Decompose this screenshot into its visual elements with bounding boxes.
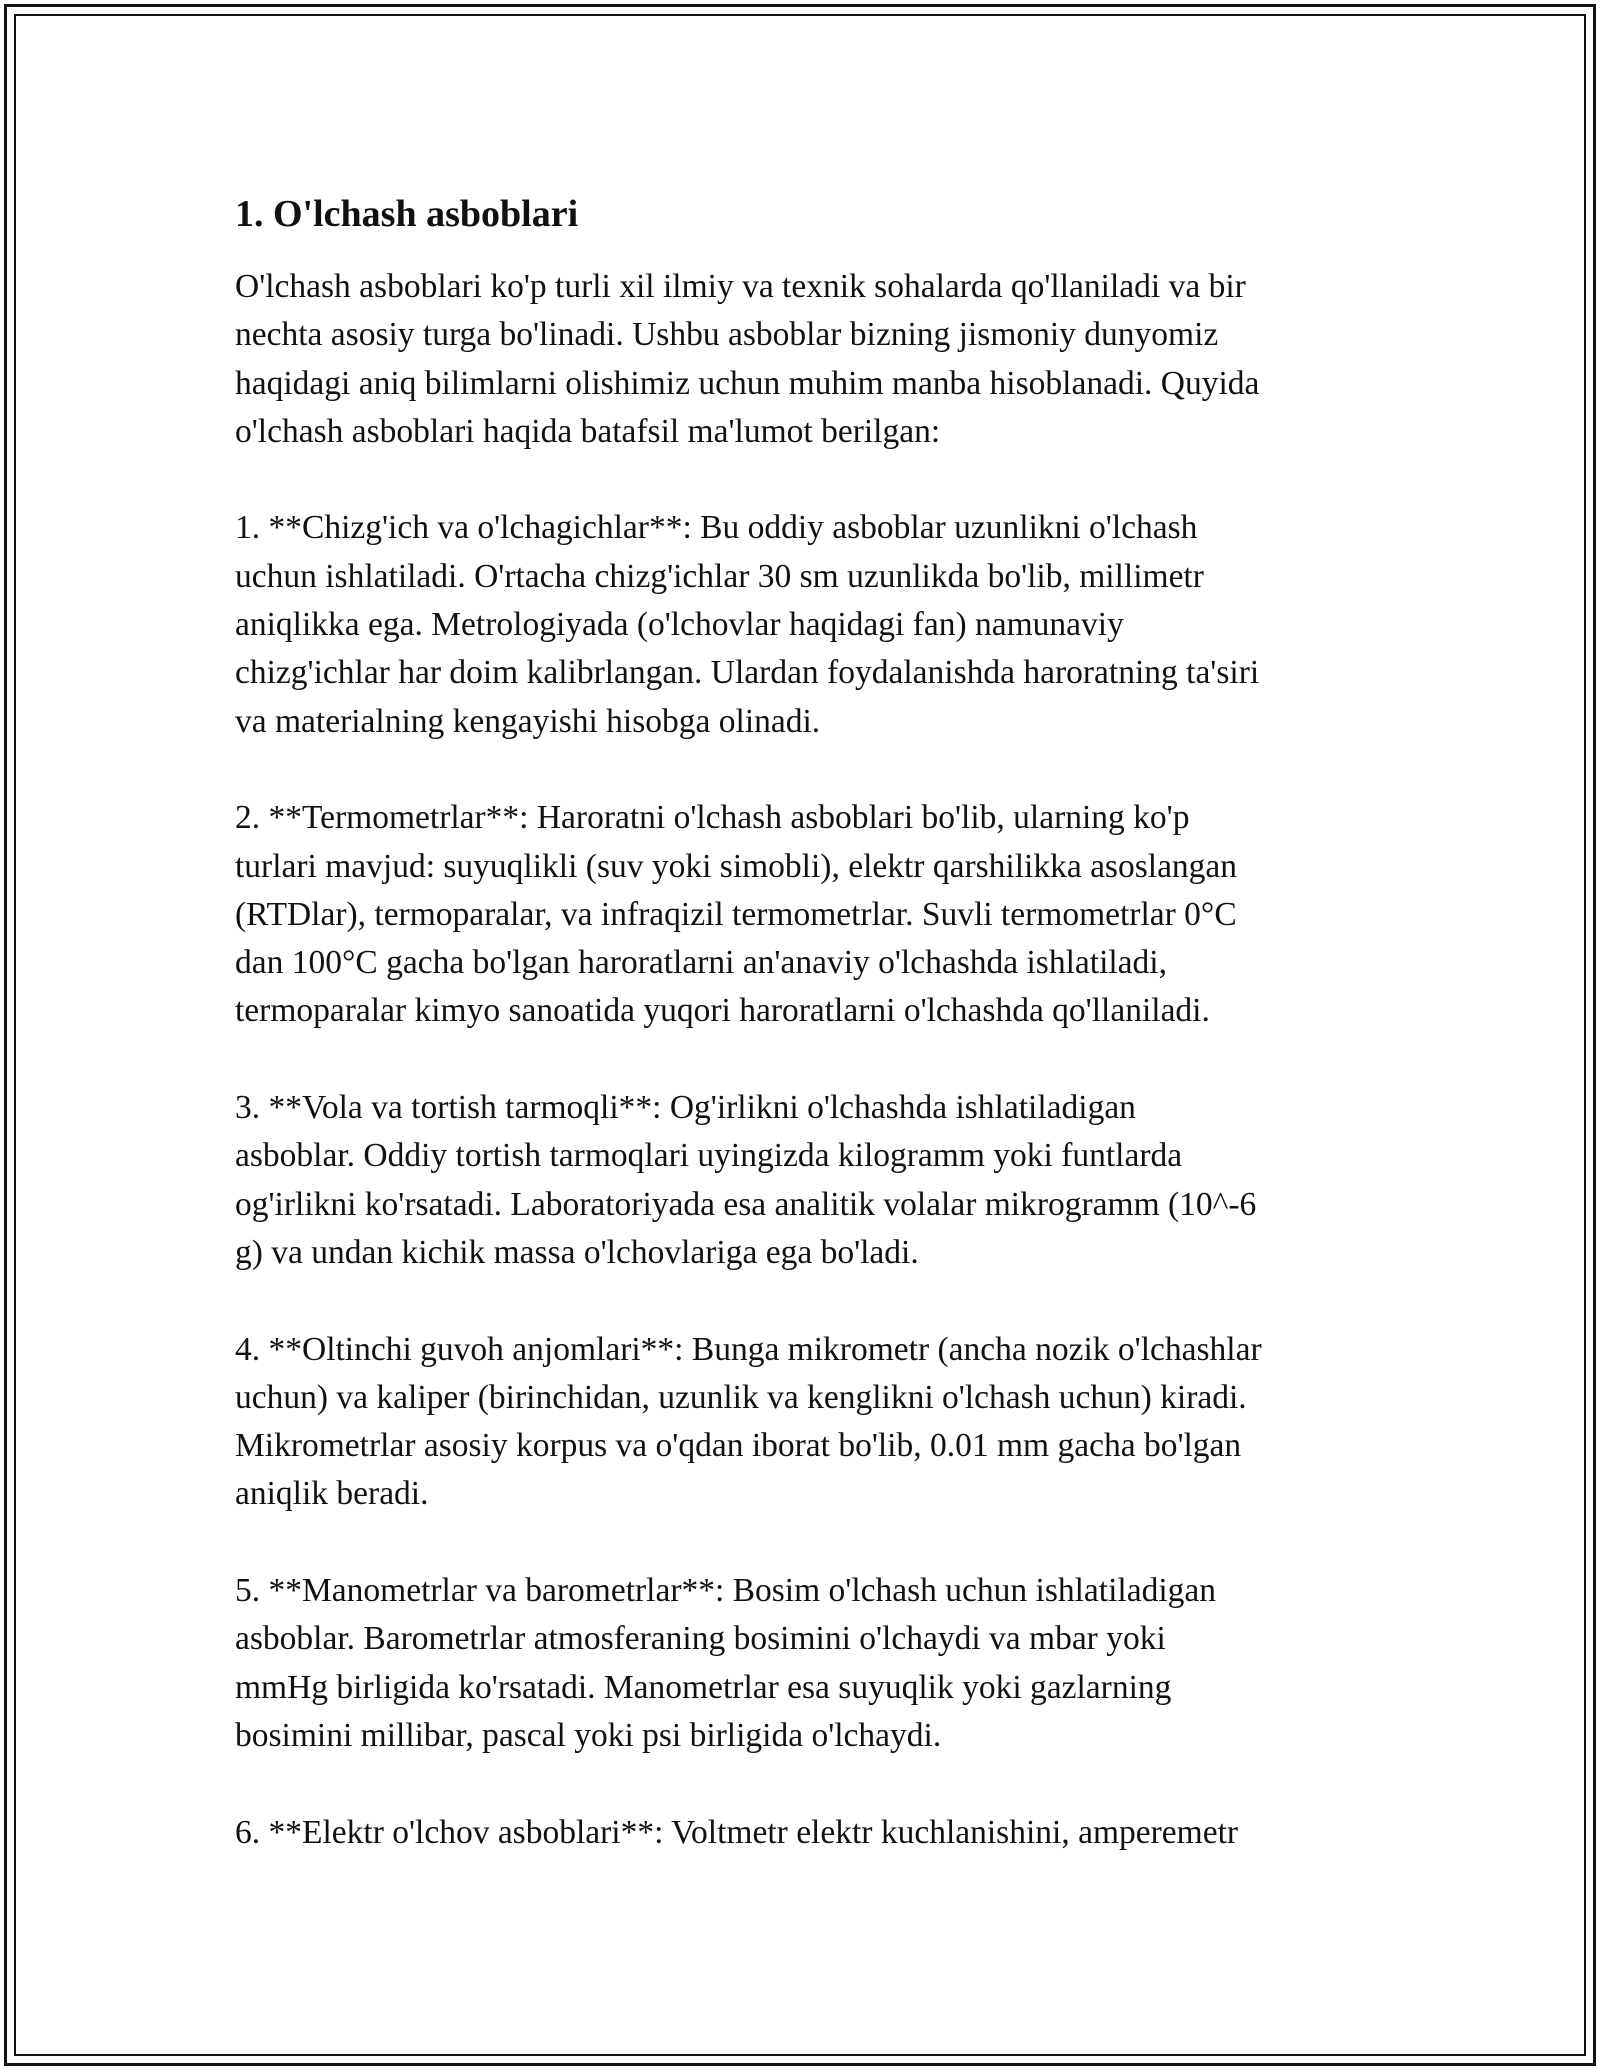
intro-paragraph bbox=[235, 263, 1365, 456]
text-line: (RTDlar), termoparalar, va infraqizil termometrlar. Suvli termometrlar 0°C bbox=[235, 895, 1237, 933]
text-line: 1. **Chizg'ich va o'lchagichlar**: Bu oddiy asboblar uzunlikni o'lchash bbox=[235, 509, 1198, 547]
text-line: chizg'ichlar har doim kalibrlangan. Ulardan foydalanishda haroratning ta'siri bbox=[235, 654, 1260, 692]
text-line: aniqlikka ega. Metrologiyada (o'lchovlar haqidagi fan) namunaviy bbox=[235, 606, 1124, 644]
text-line: g) va undan kichik massa o'lchovlariga ega bo'ladi. bbox=[235, 1233, 919, 1271]
text-line: bosimini millibar, pascal yoki psi birligida o'lchaydi. bbox=[235, 1716, 942, 1754]
item-electrical-instruments-paragraph bbox=[235, 1809, 1365, 1857]
text-line: 4. **Oltinchi guvoh anjomlari**: Bunga mikrometr (ancha nozik o'lchashlar bbox=[235, 1330, 1262, 1368]
text-line: 6. **Elektr o'lchov asboblari**: Voltmetr elektr kuchlanishini, amperemetr bbox=[235, 1813, 1239, 1851]
text-line: Mikrometrlar asosiy korpus va o'qdan iborat bo'lib, 0.01 mm gacha bo'lgan bbox=[235, 1427, 1242, 1465]
text-line: 3. **Vola va tortish tarmoqli**: Og'irlikni o'lchashda ishlatiladigan bbox=[235, 1089, 1136, 1127]
text-line: asboblar. Oddiy tortish tarmoqlari uyingizda kilogramm yoki funtlarda bbox=[235, 1137, 1183, 1175]
text-line: 5. **Manometrlar va barometrlar**: Bosim o'lchash uchun ishlatiladigan bbox=[235, 1572, 1217, 1610]
text-line: uchun) va kaliper (birinchidan, uzunlik va kenglikni o'lchash uchun) kiradi. bbox=[235, 1378, 1247, 1416]
item-thermometers-paragraph bbox=[235, 794, 1365, 1035]
text-line: 2. **Termometrlar**: Haroratni o'lchash asboblari bo'lib, ularning ko'p bbox=[235, 799, 1190, 837]
text-line: turlari mavjud: suyuqlikli (suv yoki simobli), elektr qarshilikka asoslangan bbox=[235, 847, 1238, 885]
item-scales-paragraph bbox=[235, 1084, 1365, 1277]
text-line: dan 100°C gacha bo'lgan haroratlarni an'anaviy o'lchashda ishlatiladi, bbox=[235, 944, 1167, 982]
text-line: uchun ishlatiladi. O'rtacha chizg'ichlar 30 sm uzunlikda bo'lib, millimetr bbox=[235, 557, 1204, 595]
text-line: mmHg birligida ko'rsatadi. Manometrlar esa suyuqlik yoki gazlarning bbox=[235, 1668, 1172, 1706]
text-line: o'lchash asboblari haqida batafsil ma'lumot berilgan: bbox=[235, 412, 941, 450]
text-line: nechta asosiy turga bo'linadi. Ushbu asboblar bizning jismoniy dunyomiz bbox=[235, 316, 1219, 354]
text-line: va materialning kengayishi hisobga olinadi. bbox=[235, 702, 821, 740]
document-body bbox=[235, 185, 1365, 1905]
text-line: O'lchash asboblari ko'p turli xil ilmiy va texnik sohalarda qo'llaniladi va bir bbox=[235, 268, 1246, 305]
text-line: aniqlik beradi. bbox=[235, 1475, 429, 1513]
text-line: asboblar. Barometrlar atmosferaning bosimini o'lchaydi va mbar yoki bbox=[235, 1620, 1166, 1658]
text-line: termoparalar kimyo sanoatida yuqori haroratlarni o'lchashda qo'llaniladi. bbox=[235, 992, 1210, 1030]
item-pressure-gauges-paragraph bbox=[235, 1567, 1365, 1760]
item-precision-tools-paragraph bbox=[235, 1326, 1365, 1519]
item-rulers-paragraph bbox=[235, 504, 1365, 745]
section-heading: 1. O'lchash asboblari bbox=[235, 193, 579, 235]
text-line: haqidagi aniq bilimlarni olishimiz uchun muhim manba hisoblanadi. Quyida bbox=[235, 364, 1260, 402]
text-line: og'irlikni ko'rsatadi. Laboratoriyada esa analitik volalar mikrogramm (10^-6 bbox=[235, 1185, 1257, 1223]
